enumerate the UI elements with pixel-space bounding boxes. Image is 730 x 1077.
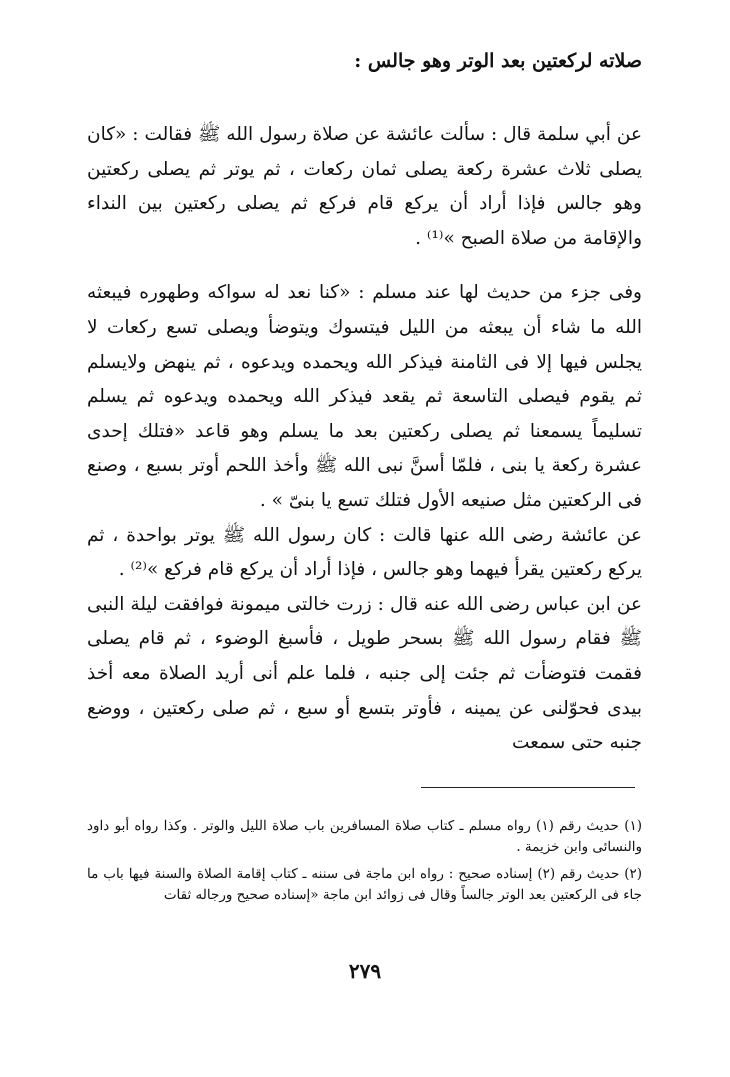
footnotes xyxy=(87,816,642,912)
footnote-2: (٢) حديث رقم (٢) إسناده صحيح : رواه ابن ماجة فى سننه ـ كتاب إقامة الصلاة والسنة فيها باب ما جاء فى الركعتين بعد الوتر جالساً وقال فى زوائد ابن ماجة «إسناده صحيح ورجاله ثقات xyxy=(87,866,643,903)
section-heading: صلاته لركعتين بعد الوتر وهو جالس : xyxy=(354,50,642,72)
footnote-divider xyxy=(421,787,635,788)
page-number: ٢٧٩ xyxy=(348,959,382,983)
paragraph-ibn-abbas: عن ابن عباس رضى الله عنه قال : زرت خالتى ميمونة فوافقت ليلة النبى ﷺ فقام رسول الله ﷺ بسحر طويل ، فأسبغ الوضوء ، ثم قام يصلى فقمت فتوضأت ثم جئت إلى جنبه ، فلما علم أنى أريد الصلاة معه أخذ بيدى فحوّلنى عن يمينه ، فأوتر بتسع أو سبع ، ثم صلى ركعتين ، ووضع جنبه حتى سمعت xyxy=(87,593,642,754)
main-text xyxy=(87,118,642,761)
paragraph-muslim-hadith: وفى جزء من حديث لها عند مسلم : «كنا نعد له سواكه وطهوره فيبعثه الله ما شاء أن يبعثه من الليل فيتسوك ويتوضأ ويصلى تسع ركعات لا يجلس فيها إلا فى الثامنة فيذكر الله ويحمده ويدعوه ، ثم ينهض ولايسلم ثم يقوم فيصلى التاسعة ثم يقعد فيذكر الله ويحمده ويدعوه ثم يسلم تسليماً يسمعنا ثم يصلى ركعتين بعد ما يسلم وهو قاعد «فتلك إحدى عشرة ركعة يا بنى ، فلمّا أسنَّ نبى الله ﷺ وأخذ اللحم أوتر بسبع ، وصنع فى الركعتين مثل صنيعه الأول فتلك تسع يا بنىّ » . xyxy=(87,282,642,511)
paragraph-aisha: عن عائشة رضى الله عنها قالت : كان رسول الله ﷺ يوتر بواحدة ، ثم يركع ركعتين يقرأ فيهما وهو جالس ، فإذا أراد أن يركع قام فركع »⁽²⁾ . xyxy=(87,524,642,581)
footnote-1: (١) حديث رقم (١) رواه مسلم ـ كتاب صلاة المسافرين باب صلاة الليل والوتر . وكذا رواه أبو داود والنسائى وابن خزيمة . xyxy=(87,818,643,855)
paragraph-abu-salama: عن أبي سلمة قال : سألت عائشة عن صلاة رسول الله ﷺ فقالت : «كان يصلى ثلاث عشرة ركعة يصلى ثمان ركعات ، ثم يوتر ثم يصلى ركعتين وهو جالس فإذا أراد أن يركع قام فركع ثم يصلى ركعتين بين النداء والإقامة من صلاة الصبح »⁽¹⁾ . xyxy=(87,124,642,249)
